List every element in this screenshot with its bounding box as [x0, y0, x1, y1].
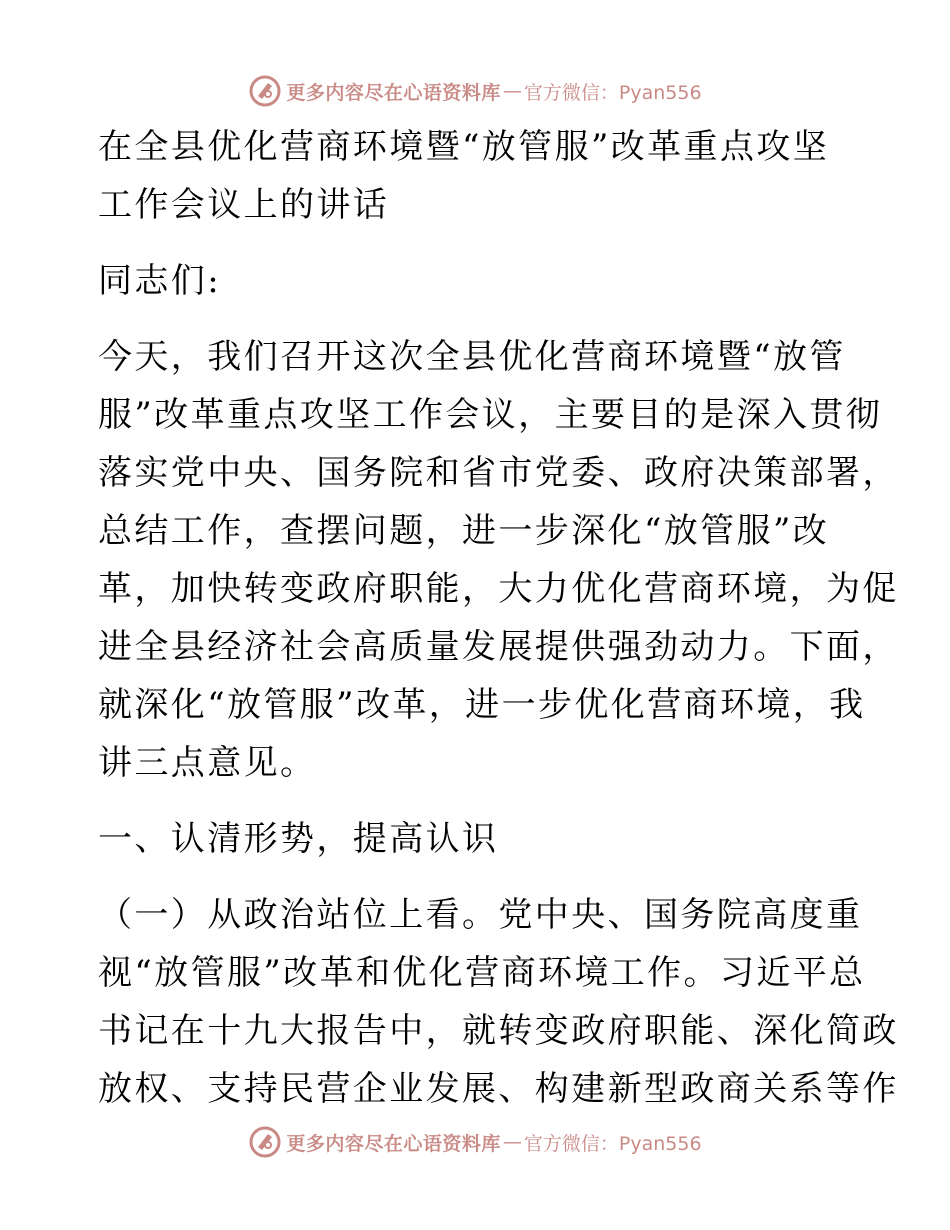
paragraph-line: 就深化“放管服”改革，进一步优化营商环境，我	[98, 685, 866, 725]
paragraph-line: 书记在十九大报告中，就转变政府职能、深化简政	[98, 1011, 899, 1051]
banner-text: 更多内容尽在心语资料库	[286, 81, 501, 104]
paragraph-line: 落实党中央、国务院和省市党委、政府决策部署，	[98, 453, 899, 493]
paragraph-line: 进全县经济社会高质量发展提供强劲动力。下面，	[98, 627, 899, 667]
salutation: 同志们:	[98, 261, 222, 301]
banner-wechat: 官方微信：Pyan556	[523, 81, 702, 104]
banner-separator: —	[502, 1131, 522, 1153]
section-heading: 一、认清形势，提高认识	[98, 819, 499, 859]
banner-wechat: 官方微信：Pyan556	[523, 1132, 702, 1155]
footer-watermark-banner	[0, 1122, 950, 1162]
doc-title-line: 工作会议上的讲话	[98, 185, 390, 225]
paragraph-line: 视“放管服”改革和优化营商环境工作。习近平总	[98, 953, 866, 993]
banner-separator: —	[502, 80, 522, 102]
paragraph-line: 革，加快转变政府职能，大力优化营商环境，为促	[98, 569, 899, 609]
banner-text: 更多内容尽在心语资料库	[286, 1132, 501, 1155]
paragraph-line: 总结工作，查摆问题，进一步深化“放管服”改	[98, 511, 830, 551]
paragraph-line: 服”改革重点攻坚工作会议，主要目的是深入贯彻	[98, 395, 883, 435]
doc-title-line: 在全县优化营商环境暨“放管服”改革重点攻坚	[98, 127, 830, 167]
paragraph-line: 今天，我们召开这次全县优化营商环境暨“放管	[98, 337, 846, 377]
paragraph-line: 讲三点意见。	[98, 743, 317, 783]
document-body	[98, 118, 899, 1118]
brand-logo-icon	[248, 1125, 282, 1159]
paragraph-line: （一）从政治站位上看。党中央、国务院高度重	[98, 895, 863, 935]
paragraph-line: 放权、支持民营企业发展、构建新型政商关系等作	[98, 1069, 899, 1109]
header-watermark-banner	[0, 71, 950, 111]
brand-logo-icon	[248, 74, 282, 108]
